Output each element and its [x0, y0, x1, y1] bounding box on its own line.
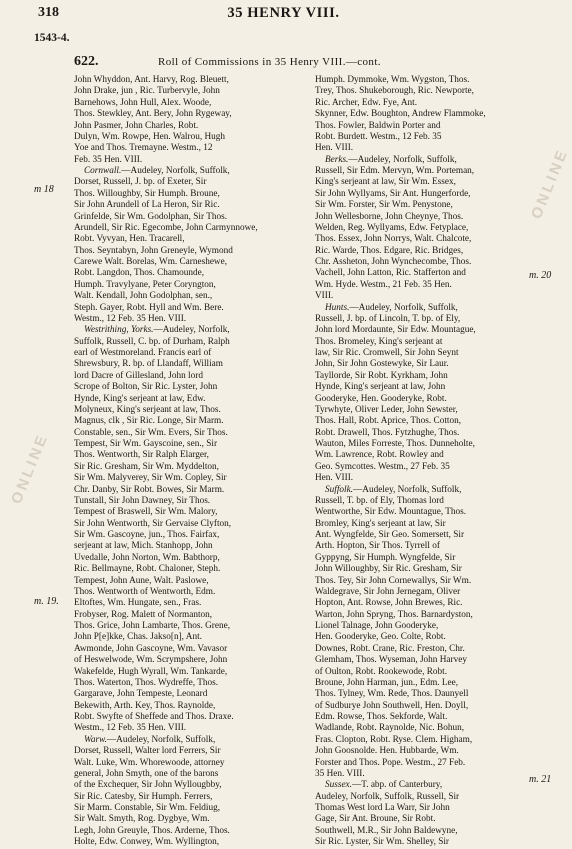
- text-line: Tayllorde, Sir Robt. Kyrkham, John: [315, 370, 448, 381]
- text-line: King's serjeant at law, Sir Wm. Essex,: [315, 177, 456, 188]
- text-line: Thomas West lord La Warr, Sir John: [315, 803, 450, 813]
- text-line: Tunstall, Sir John Dawney, Sir Thos.: [74, 495, 211, 506]
- text-line: Hen. VIII.: [315, 473, 354, 484]
- text-line: Feb. 35 Hen. VIII.: [74, 154, 143, 165]
- text-line: Sir John Arundell of La Heron, Sir Ric.: [74, 200, 220, 211]
- text-line: Russell, T. bp. of Ely, Thomas lord: [315, 495, 444, 506]
- text-line: Ric. Archer, Edw. Fye, Ant.: [315, 97, 418, 108]
- text-line: Tempest, Sir Wm. Gayscoine, sen., Sir: [74, 439, 218, 449]
- text-line: Waldegrave, Sir John Jernegam, Oliver: [315, 586, 461, 597]
- text-line: Hunts.—Audeley, Norfolk, Suffolk,: [325, 302, 458, 313]
- text-line: Thos. Grice, John Lambarte, Thos. Grene,: [74, 621, 231, 631]
- text-line: Thos. Tylney, Wm. Rede, Thos. Daunyell: [315, 689, 469, 700]
- text-line: Westm., 12 Feb. 35 Hen. VIII.: [74, 313, 187, 324]
- text-line: Ant. Wyngfelde, Sir Geo. Somersett, Sir: [315, 530, 465, 540]
- text-line: general, John Smyth, one of the barons: [74, 768, 219, 779]
- text-line: Steph. Gayer, Robt. Hyll and Wm. Bere.: [74, 302, 224, 313]
- text-line: Humph. Dymmoke, Wm. Wygston, Thos.: [315, 75, 470, 85]
- text-line: Sir Ric. Catesby, Sir Humph. Ferrers,: [74, 791, 213, 802]
- text-line: Grinfelde, Sir Wm. Godolphan, Sir Thos.: [74, 211, 228, 222]
- text-line: Walt. Luke, Wm. Whorewoode, attorney: [74, 757, 225, 768]
- text-line: Fras. Clopton, Robt. Ryse. Clem. Higham,: [315, 734, 473, 745]
- text-line: Westrithing, Yorks.—Audeley, Norfolk,: [84, 325, 230, 336]
- text-line: Gargarave, John Tempeste, Leonard: [74, 689, 208, 700]
- text-line: Hen. VIII.: [315, 143, 354, 154]
- text-line: Eltoftes, Wm. Hungate, sen., Fras.: [74, 598, 202, 609]
- text-line: Thos. Fowler, Baldwin Porter and: [315, 120, 441, 131]
- text-line: Arundell, Sir Ric. Egecombe, John Carmynnowe,: [74, 222, 258, 233]
- watermark-right: ONLINE: [528, 145, 572, 222]
- text-line: Yoe and Thos. Tremayne. Westm., 12: [74, 143, 213, 154]
- margin-note-m19: m. 19.: [34, 596, 59, 607]
- text-line: Hen. Gooderyke, Geo. Colte, Robt.: [315, 632, 446, 643]
- text-line: Warw.—Audeley, Norfolk, Suffolk,: [84, 734, 216, 745]
- text-line: Audeley, Norfolk, Suffolk, Russell, Sir: [315, 791, 460, 802]
- entry-heading: [74, 55, 544, 71]
- text-line: Geo. Symcottes. Westm., 27 Feb. 35: [315, 461, 450, 472]
- text-line: Thos. Tey, Sir John Cornewallys, Sir Wm.: [315, 575, 472, 586]
- text-line: Molyneux, King's serjeant at law, Thos.: [74, 404, 221, 415]
- text-line: John Pasmer, John Charles, Robt.: [74, 120, 199, 131]
- text-line: Welden, Reg. Wyllyams, Edw. Fetyplace,: [315, 222, 469, 233]
- text-line: Constable, sen., Sir Wm. Evers, Sir Thos.: [74, 427, 228, 438]
- margin-note-m20: m. 20: [529, 270, 552, 281]
- text-line: lord Dacre of Gillesland, John lord: [74, 370, 203, 381]
- text-line: Sir Wm. Malyverey, Sir Wm. Copley, Sir: [74, 473, 227, 484]
- text-line: Bekewith, Arth. Key, Thos. Raynolde,: [74, 700, 216, 711]
- text-line: Holte, Edw. Conwey, Wm. Wyllington,: [74, 837, 220, 848]
- text-line: Sir Ric. Lyster, Sir Wm. Shelley, Sir: [315, 837, 450, 848]
- text-line: Gooderyke, Hen. Gooderyke, Robt.: [315, 393, 447, 404]
- text-line: Awmonde, John Gascoyne, Wm. Vavasor: [74, 643, 228, 654]
- text-line: Broune, John Harman, jun., Edm. Lee,: [315, 677, 459, 688]
- text-line: Uvedalle, John Norton, Wm. Babthorp,: [74, 552, 220, 563]
- text-line: Thos. Willoughby, Sir Humph. Broune,: [74, 188, 220, 199]
- text-line: Trey, Thos. Shukeborough, Ric. Newporte,: [315, 86, 474, 97]
- text-line: Warton, John Spryng, Thos. Barnardyston,: [315, 609, 473, 620]
- text-line: Bromley, King's serjeant at law, Sir: [315, 518, 446, 529]
- text-line: Edm. Rowse, Thos. Sekforde, Walt.: [315, 712, 448, 722]
- text-line: Scrope of Bolton, Sir Ric. Lyster, John: [74, 382, 218, 393]
- text-line: Ric. Bellmayne, Robt. Chaloner, Steph.: [74, 564, 221, 575]
- text-line: John, Sir John Gostewyke, Sir Laur.: [315, 359, 449, 370]
- text-line: Chr. Assheton, John Wynchecombe, Thos.: [315, 257, 472, 267]
- text-line: Wentworthe, Sir Edw. Mountague, Thos.: [315, 507, 467, 518]
- text-line: Suffolk, Russell, C. bp. of Durham, Ralph: [74, 336, 230, 347]
- text-line: Thos. Seyntabyn, John Greneyle, Wymond: [74, 245, 233, 256]
- text-line: Shrewsbury, R. bp. of Llandaff, William: [74, 359, 223, 370]
- year-note: 1543-4.: [34, 32, 70, 44]
- text-line: Humph. Travylyane, Peter Coryngton,: [74, 279, 216, 290]
- text-line: Forster and Thos. Pope. Westm., 27 Feb.: [315, 757, 466, 768]
- text-line: Thos. Stewkley, Ant. Bery, John Rygeway,: [74, 109, 232, 120]
- text-line: Chr. Danby, Sir Robt. Bowes, Sir Marm.: [74, 484, 225, 495]
- text-line: John Wellesborne, John Cheynye, Thos.: [315, 211, 464, 222]
- text-line: Tempest of Braswell, Sir Wm. Malory,: [74, 507, 218, 518]
- text-line: Hynde, King's serjeant at law, Edw.: [74, 393, 206, 404]
- running-title: 35 HENRY VIII.: [227, 5, 340, 21]
- text-line: Dorset, Russell, J. bp. of Exeter, Sir: [74, 177, 207, 188]
- text-line: VIII.: [315, 291, 334, 302]
- text-line: Dorset, Russell, Walter lord Ferrers, Sir: [74, 746, 221, 757]
- text-line: Gage, Sir Ant. Broune, Sir Robt.: [315, 814, 436, 825]
- text-line: serjeant at law, Mich. Stanhopp, John: [74, 541, 213, 552]
- text-line: Barnehows, John Hull, Alex. Woode,: [74, 97, 212, 108]
- text-line: Ric. Warde, Thos. Edgare, Ric. Bridges,: [315, 245, 464, 256]
- text-line: John Goosnolde. Hen. Hubbarde, Wm.: [315, 746, 459, 757]
- text-line: John Whyddon, Ant. Harvy, Rog. Bleuett,: [74, 75, 229, 85]
- text-line: Vachell, John Latton, Ric. Stafferton and: [315, 268, 466, 279]
- text-line: Carewe Walt. Borelas, Wm. Carneshewe,: [74, 257, 228, 267]
- text-line: Thos. Essex, John Norrys, Walt. Chalcote,: [315, 234, 472, 245]
- text-line: Gyppyng, Sir Humph. Wyngfelde, Sir: [315, 552, 456, 563]
- text-line: Thos. Wentworth, Sir Ralph Elarger,: [74, 450, 209, 461]
- text-line: Sir Wm. Forster, Sir Wm. Penystone,: [315, 200, 453, 211]
- text-line: Dulyn, Wm. Rowpe, Hen. Walrou, Hugh: [74, 131, 226, 142]
- text-line: Wauton, Miles Forreste, Thos. Dunneholte,: [315, 439, 475, 449]
- right-text-column: [315, 75, 548, 848]
- text-line: Sussex.—T. abp. of Canterbury,: [325, 780, 443, 791]
- text-line: Hynde, King's serjeant at law, John: [315, 382, 446, 393]
- text-line: of the Exchequer, Sir John Wyllougbby,: [74, 780, 222, 791]
- text-line: Cornwall.—Audeley, Norfolk, Suffolk,: [84, 166, 230, 176]
- text-line: of Heswelwode, Wm. Scrympshere, John: [74, 655, 228, 666]
- text-line: Thos. Wentworth of Wentworth, Edm.: [74, 586, 216, 597]
- watermark-left: ONLINE: [8, 430, 52, 507]
- text-line: Wakefelde, Hugh Wyrall, Wm. Tankarde,: [74, 666, 228, 677]
- text-line: Wm. Hyde. Westm., 21 Feb. 35 Hen.: [315, 279, 452, 290]
- text-line: law, Sir Ric. Cromwell, Sir John Seynt: [315, 348, 459, 358]
- text-line: Tempest, John Aune, Walt. Paslowe,: [74, 575, 209, 586]
- text-line: Sir John Wentworth, Sir Gervaise Clyfton,: [74, 518, 232, 529]
- text-line: Arth. Hopton, Sir Thos. Tyrrell of: [315, 541, 440, 552]
- text-line: John Willoughby, Sir Ric. Gresham, Sir: [315, 564, 462, 575]
- text-line: of Sudburye John Southwell, Hen. Doyll,: [315, 700, 469, 711]
- text-line: Russell, J. bp. of Lincoln, T. bp. of Ely,: [315, 313, 461, 324]
- page-number: 318: [38, 5, 59, 20]
- page-header: [0, 0, 567, 42]
- text-line: Robt. Burdett. Westm., 12 Feb. 35: [315, 131, 442, 142]
- entry-number: 622.: [74, 54, 99, 69]
- text-line: Sir Wm. Gascoyne, jun., Thos. Fairfax,: [74, 530, 220, 540]
- text-line: John Drake, jun , Ric. Turbervyle, John: [74, 86, 220, 97]
- left-text-column: [74, 75, 307, 848]
- text-line: Walt. Kendall, John Godolphan, sen.,: [74, 291, 213, 302]
- text-line: Russell, Sir Edm. Mervyn, Wm. Porteman,: [315, 166, 475, 176]
- text-line: Lionel Talnage, John Gooderyke,: [315, 621, 439, 631]
- text-line: Robt. Drawell, Thos. Fytzhughe, Thos.: [315, 427, 460, 438]
- text-line: Wadlande, Robt. Raynolde, Nic. Bohun,: [315, 723, 465, 734]
- text-line: Legh, John Greuyle, Thos. Arderne, Thos.: [74, 825, 230, 836]
- text-line: Robt. Swyfte of Sheffede and Thos. Draxe.: [74, 712, 234, 722]
- text-line: earl of Westmoreland. Francis earl of: [74, 348, 212, 358]
- text-line: Frobyser, Rog. Malett of Normanton,: [74, 609, 213, 620]
- text-line: Magnus, clk , Sir Ric. Longe, Sir Marm.: [74, 416, 224, 427]
- text-line: Tyrwhyte, Oliver Leder, John Sewster,: [315, 404, 458, 415]
- text-line: Thos. Bromeley, King's serjeant at: [315, 336, 443, 347]
- text-line: of Oulton, Robt. Rookewode, Robt.: [315, 666, 448, 677]
- text-line: Glemham, Thos. Wyseman, John Harvey: [315, 655, 467, 666]
- text-line: Thos. Waterton, Thos. Wydreffe, Thos.: [74, 677, 219, 688]
- text-line: Thos. Hall, Robt. Aprice, Thos. Cotton,: [315, 416, 462, 427]
- margin-note-m21: m. 21: [529, 774, 552, 785]
- text-line: Berks.—Audeley, Norfolk, Suffolk,: [325, 154, 457, 165]
- entry-title: Roll of Commissions in 35 Henry VIII.—cont.: [158, 56, 381, 68]
- margin-note-m18: m 18: [34, 184, 54, 195]
- text-line: Sir Marm. Constable, Sir Wm. Feldiug,: [74, 803, 221, 813]
- text-line: 35 Hen. VIII.: [315, 768, 365, 779]
- text-line: Robt. Langdon, Thos. Chamounde,: [74, 268, 205, 279]
- text-line: Westm., 12 Feb. 35 Hen. VIII.: [74, 723, 187, 734]
- text-line: Wm. Lawrence, Robt. Rowley and: [315, 450, 444, 461]
- text-line: John P[e]kke, Chas. Jakso[n], Ant.: [74, 632, 202, 643]
- text-line: Robt. Vyvyan, Hen. Tracarell,: [74, 234, 185, 245]
- text-line: Sir John Wyllyams, Sir Ant. Hungerforde,: [315, 188, 471, 199]
- text-line: Sir Ric. Gresham, Sir Wm. Myddelton,: [74, 461, 219, 472]
- text-line: Downes, Robt. Crane, Ric. Freston, Chr.: [315, 643, 465, 654]
- text-line: Suffolk.—Audeley, Norfolk, Suffolk,: [325, 484, 462, 495]
- text-line: Hopton, Ant. Rowse, John Brewes, Ric.: [315, 598, 463, 609]
- text-line: John lord Mordaunte, Sir Edw. Mountague,: [315, 325, 476, 336]
- text-line: Southwell, M.R., Sir John Baldewyne,: [315, 825, 458, 836]
- text-line: Sir Walt. Smyth, Rog. Dygbye, Wm.: [74, 814, 210, 825]
- text-line: Skynner, Edw. Boughton, Andrew Flammoke,: [315, 109, 486, 120]
